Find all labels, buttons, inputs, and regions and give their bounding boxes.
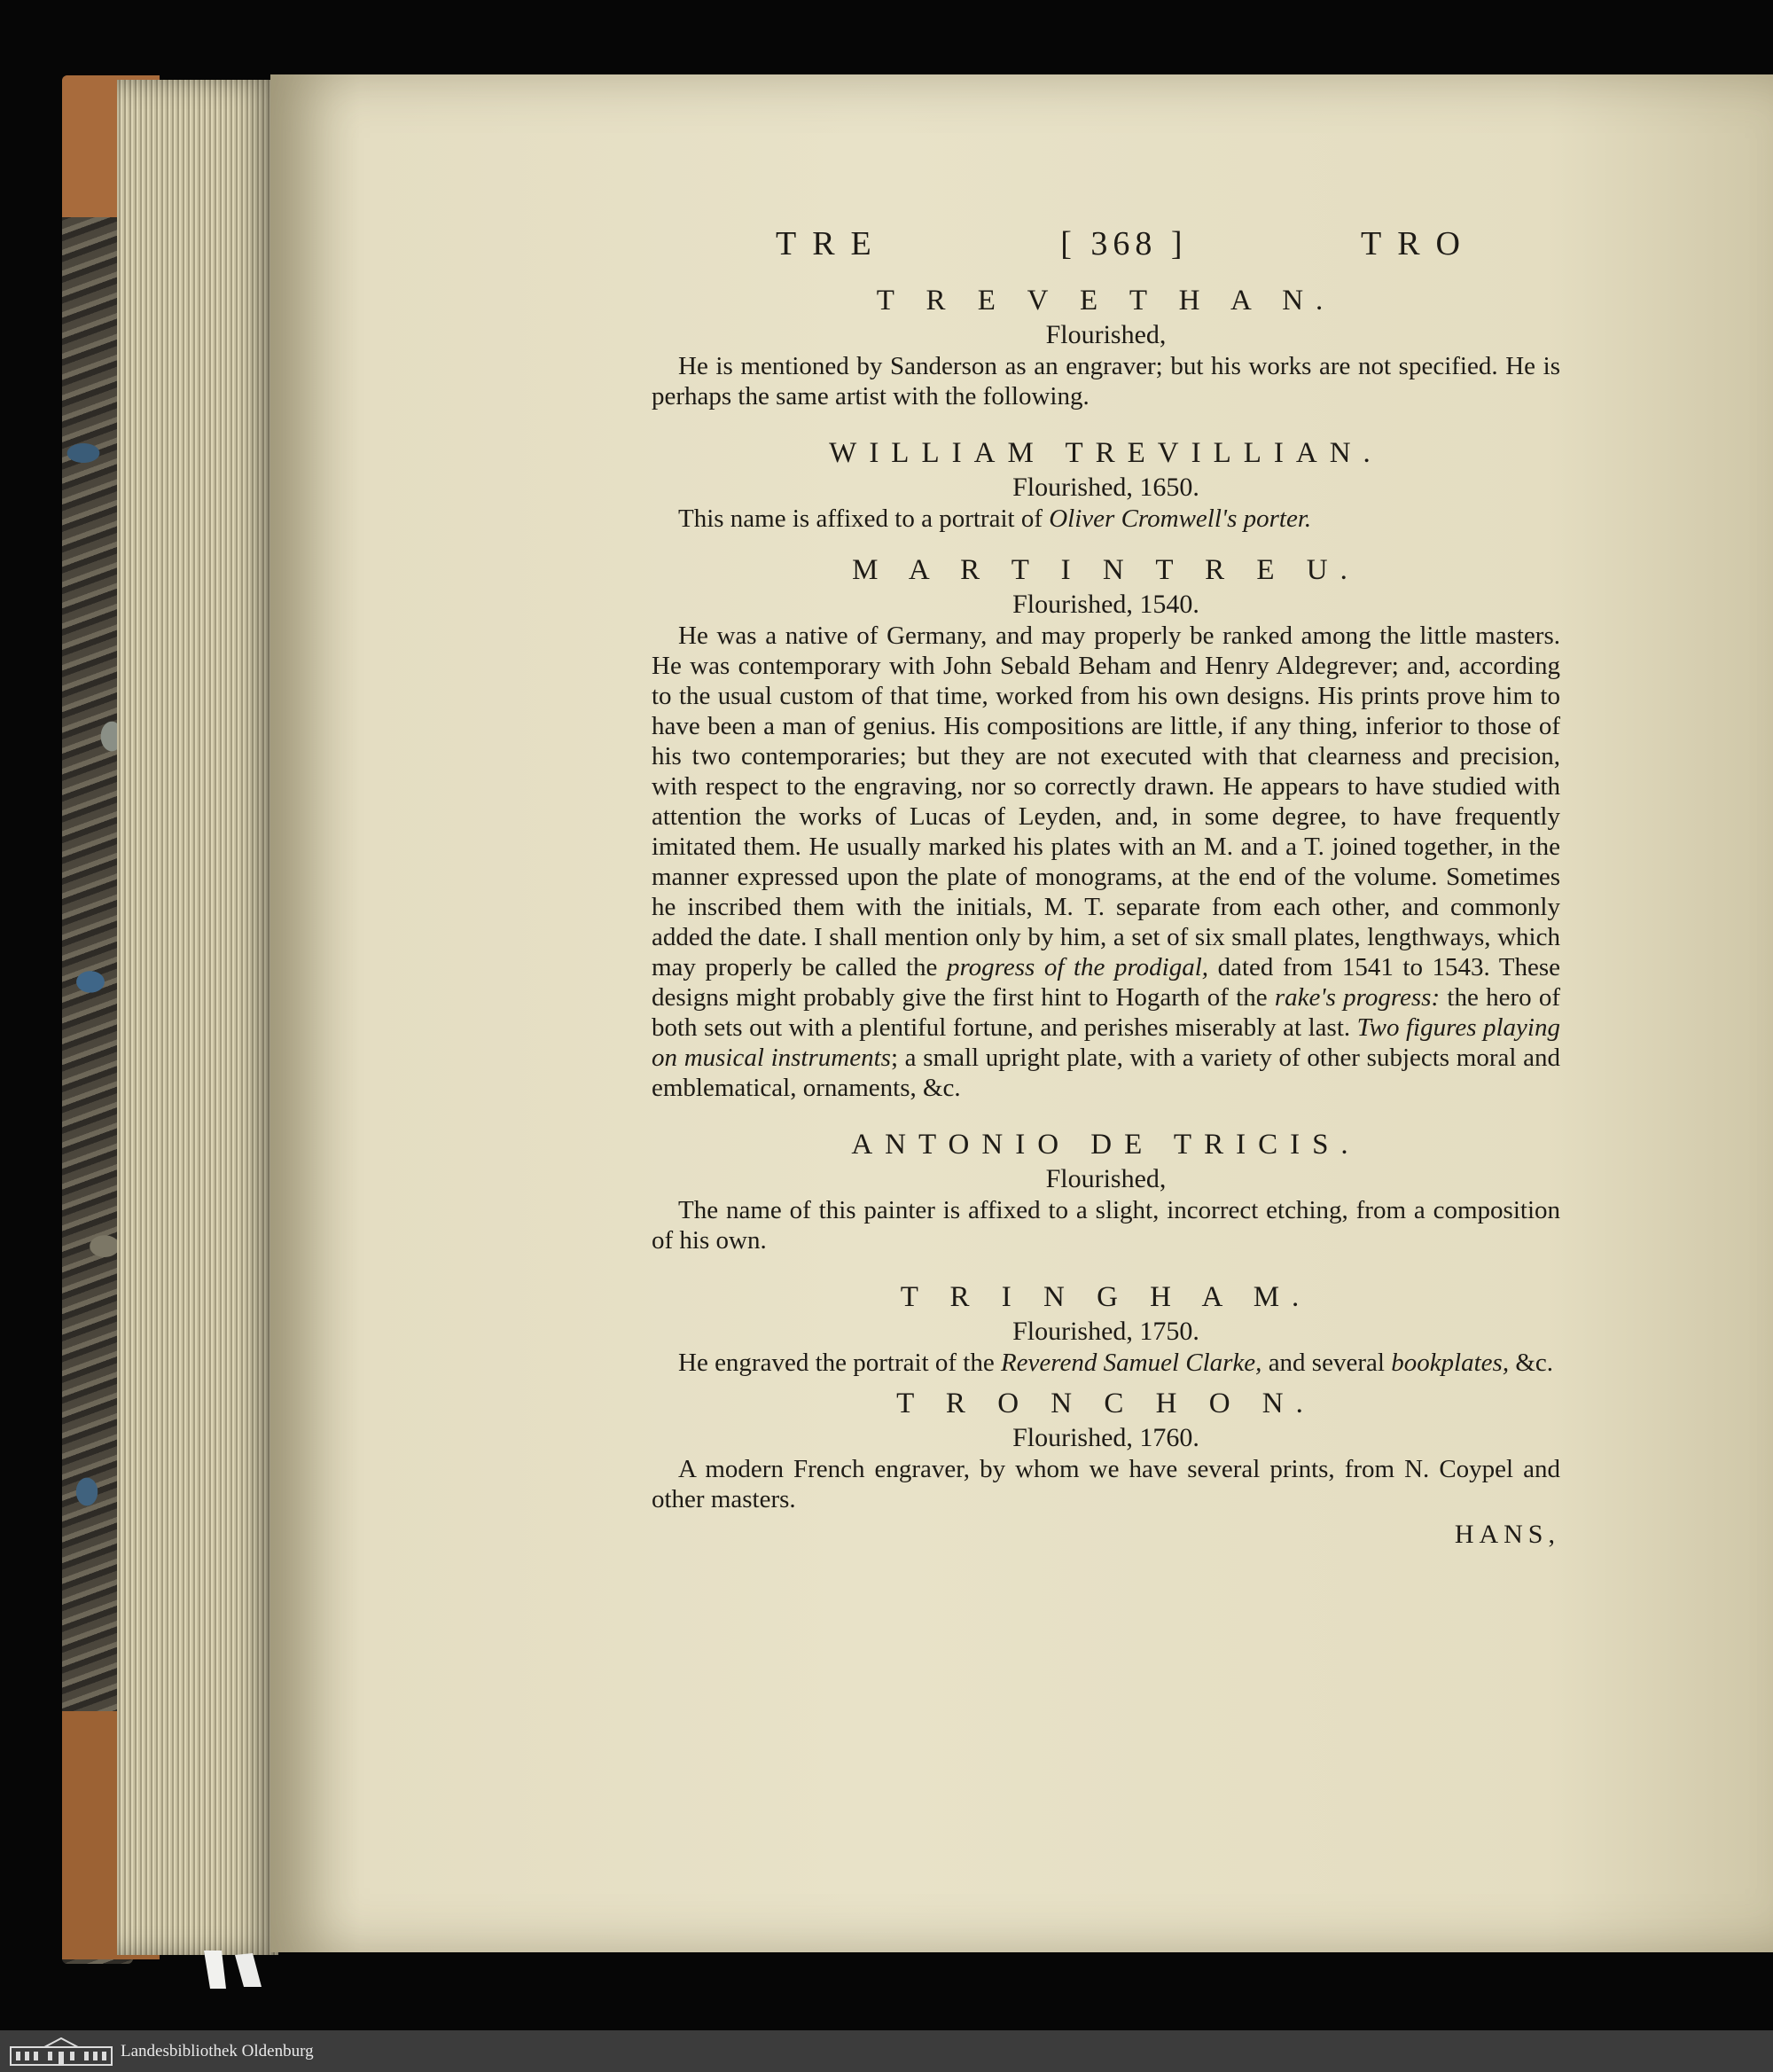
entry-text: He engraved the portrait of the [678, 1349, 995, 1377]
entry-italic-title: Reverend Samuel Clarke, [1000, 1349, 1262, 1377]
entry-title: ANTONIO DE TRICIS. [851, 1129, 1361, 1161]
catchword: HANS, [1454, 1520, 1560, 1549]
entry-text: the hero of both sets out with a plentiful fortune, and perishes miserably at last. [652, 983, 1560, 1042]
library-building-icon [9, 2037, 113, 2067]
entry-title: T R O N C H O N. [896, 1388, 1316, 1419]
entry-text: This name is affixed to a portrait of [678, 504, 1043, 533]
entry-paragraph [652, 621, 1560, 1103]
entry-title: T R E V E T H A N. [876, 285, 1336, 317]
entry-paragraph: He is mentioned by Sanderson as an engraver; but his works are not specified. He is perhaps the same artist with the following. [652, 352, 1560, 410]
entry-text: &c. [1515, 1349, 1554, 1377]
running-head [776, 225, 1476, 275]
entry-title: T R I N G H A M. [900, 1281, 1312, 1313]
bookmark-tabs [199, 1946, 297, 1990]
entry-paragraph: The name of this painter is affixed to a slight, incorrect etching, from a composition of his own. [652, 1196, 1560, 1255]
page-number: [ 368 ] [1060, 225, 1188, 262]
entry-flourished: Flourished, 1650. [1012, 473, 1199, 502]
entry-flourished: Flourished, 1540. [1012, 590, 1199, 619]
running-head-right: TRO [1361, 225, 1476, 262]
running-head-left: TRE [776, 225, 887, 262]
entry-text: and several [1268, 1349, 1385, 1377]
library-name: Landesbibliothek Oldenburg [121, 2041, 314, 2060]
entry-title: M A R T I N T R E U. [852, 554, 1360, 586]
entry-paragraph [652, 1348, 1560, 1378]
entry-paragraph: A modern French engraver, by whom we have several prints, from N. Coypel and other masters. [652, 1455, 1560, 1513]
page-block-edges [117, 80, 278, 1955]
entry-paragraph [652, 504, 1560, 534]
entry-text: ; a small upright plate, with a variety of other subjects moral and emblematical, ornaments, &c. [652, 1044, 1560, 1102]
entry-flourished: Flourished, 1750. [1012, 1317, 1199, 1346]
entry-italic-title: Two figures playing on musical instruments [652, 1013, 1560, 1072]
entry-italic-title: rake's progress: [1274, 983, 1441, 1012]
page-text [652, 225, 1561, 1550]
entry-text: dated from 1541 to 1543. These designs might probably give the first hint to Hogarth of the [652, 953, 1561, 1012]
entry-flourished: Flourished, [1045, 1164, 1167, 1193]
entry-italic-title: Oliver Cromwell's porter. [1049, 504, 1312, 533]
entry-text: He was a native of Germany, and may properly be ranked among the little masters. He was contemporary with John Sebald Beham and Henry Aldegrever; and, according to the usual custom of that time, worked from his own designs. His prints prove him to have been a man of genius. His compositions are little, if any thing, inferior to those of his two contemporaries; but they are not executed with that clearness and precision, with respect to the engraving, nor so correctly drawn. He appears to have studied with attention the works of Lucas of Leyden, and, in some degree, to have frequently imitated them. He usually marked his plates with an M. and a T. joined together, in the manner expressed upon the plate of monograms, at the end of the volume. Sometimes he inscribed them with the initials, M. T. separate from each other, and commonly added the date. I shall mention only by him, a set of six small plates, lengthways, which may properly be called the [652, 622, 1560, 981]
entry-flourished: Flourished, 1760. [1012, 1423, 1199, 1452]
entry-italic-title: bookplates, [1391, 1349, 1510, 1377]
library-footer [0, 2030, 1773, 2072]
entry-flourished: Flourished, [1045, 320, 1167, 349]
entry-italic-title: progress of the prodigal, [946, 953, 1209, 981]
entry-title: WILLIAM TREVILLIAN. [829, 437, 1383, 469]
